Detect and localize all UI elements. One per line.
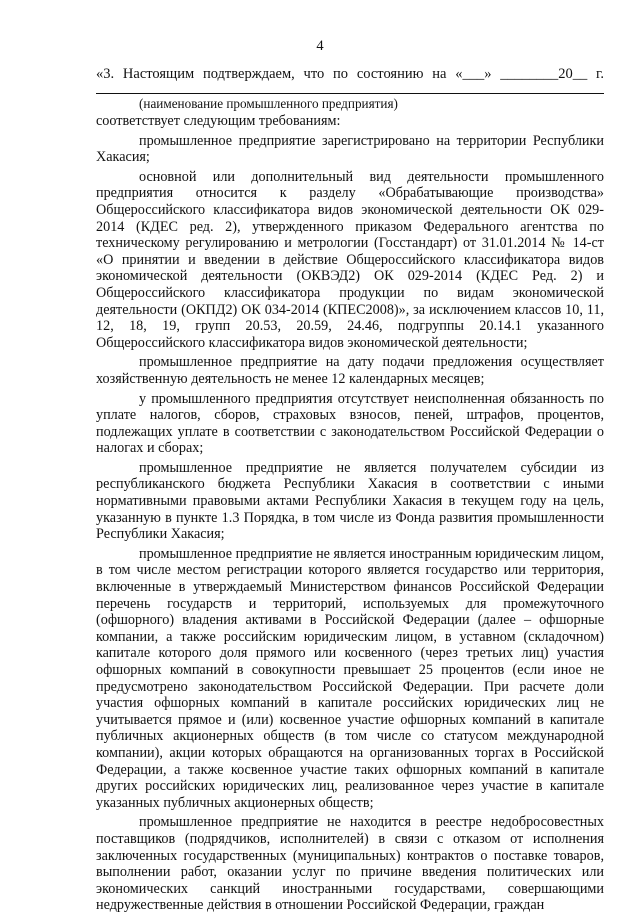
paragraph-foreign-entity: промышленное предприятие не является иностранным юридическим лицом, в том числе местом регистрации которого является государство или территория, включенные в утверждаемый Министерством финансов Российской Федерации перечень государств и территорий, используемых для промежуточного (офшорного) владения активами в Российской Федерации (далее – офшорные компании, а также российским юридическим лицом, в уставном (складочном) капитале которого доля прямого или косвенного (через третьих лиц) участия офшорных компаний в совокупности превышает 25 процентов (если иное не предусмотрено законодательством Российской Федерации. При расчете доли участия офшорных компаний в капитале российских юридических лиц не учитывается прямое и (или) косвенное участие офшорных компаний в капитале публичных акционерных обществ (в том числе со статусом международной компании), акции которых обращаются на организованных торгах в Российской Федерации, а также косвенное участие таких офшорных компаний в капитале других российских юридических лиц, реализованное через участие в капитале указанных публичных акционерных обществ; bbox=[96, 545, 604, 811]
paragraph-activity-duration: промышленное предприятие на дату подачи предложения осуществляет хозяйственную деятельность не менее 12 календарных месяцев; bbox=[96, 354, 604, 387]
requirements-body bbox=[96, 113, 604, 917]
paragraph-subsidy: промышленное предприятие не является получателем субсидии из республиканского бюджета Республики Хакасия в соответствии с иными нормативными правовыми актами Республики Хакасия в текущем году на цель, указанную в пункте 1.3 Порядка, в том числе из Фонда развития промышленности Республики Хакасия; bbox=[96, 459, 604, 543]
paragraph-activity-type: основной или дополнительный вид деятельности промышленного предприятия относится к разделу «Обрабатывающие производства» Общероссийского классификатора видов экономической деятельности ОК 029-2014 (КДЕС ред. 2), утвержденного приказом Федерального агентства по техническому регулированию и метрологии (Госстандарт) от 31.01.2014 № 14-ст «О принятии и введении в действие Общероссийского классификатора видов экономической деятельности (ОКВЭД2) ОК 029-2014 (КДЕС Ред. 2) и Общероссийского классификатора продукции по видам экономической деятельности (ОКПД2) ОК 034-2014 (КПЕС2008)», за исключением классов 10, 11, 12, 18, 19, групп 20.53, 20.59, 24.46, подгруппы 20.14.1 указанного Общероссийского классификатора видов экономической деятельности; bbox=[96, 168, 604, 351]
paragraph-unfair-suppliers: промышленное предприятие не находится в реестре недобросовестных поставщиков (подрядчиков, исполнителей) в связи с отказом от исполнения заключенных государственных (муниципальных) контрактов о поставке товаров, выполнении работ, оказании услуг по причине введения политических или экономических санкций иностранными государствами, совершающими недружественные действия в отношении Российской Федерации, граждан bbox=[96, 814, 604, 914]
confirmation-heading: «3. Настоящим подтверждаем, что по состоянию на «___» ________20__ г. bbox=[96, 66, 604, 82]
enterprise-name-blank-line bbox=[96, 93, 604, 94]
paragraph-tax-obligations: у промышленного предприятия отсутствует неисполненная обязанность по уплате налогов, сборов, страховых взносов, пеней, штрафов, процентов, подлежащих уплате в соответствии с законодательством Российской Федерации о налогах и сборах; bbox=[96, 390, 604, 457]
paragraph-intro: соответствует следующим требованиям: bbox=[96, 113, 341, 129]
paragraph-registration: промышленное предприятие зарегистрировано на территории Республики Хакасия; bbox=[96, 132, 604, 166]
enterprise-name-caption: (наименование промышленного предприятия) bbox=[139, 96, 398, 111]
page-number: 4 bbox=[316, 38, 324, 54]
